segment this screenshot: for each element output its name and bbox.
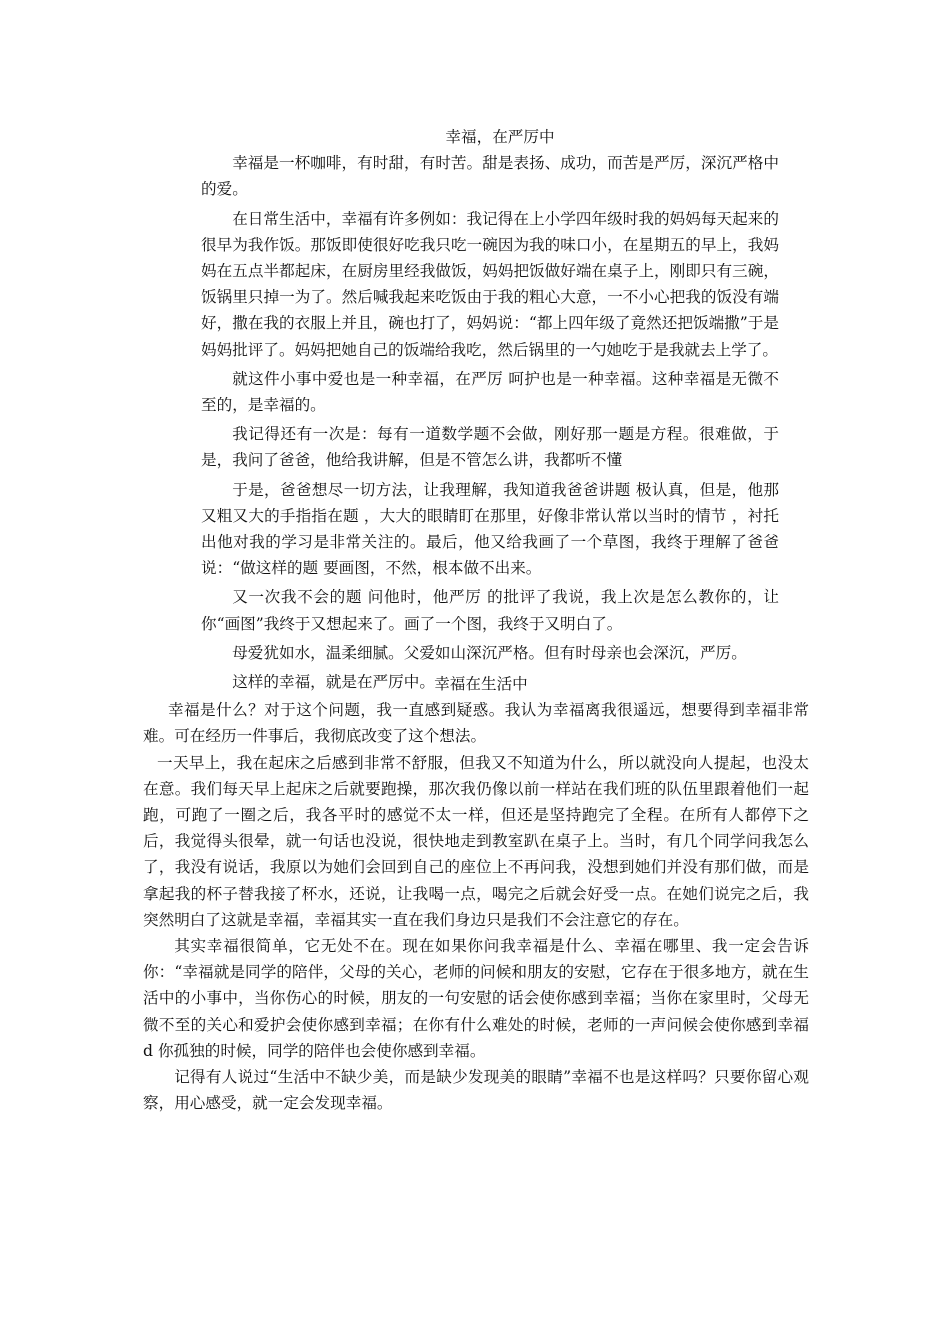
essay-2-paragraph-3: 其实幸福很简单，它无处不在。现在如果你问我幸福是什么、幸福在哪里、我一定会告诉你：“幸福就是同学的陪伴，父母的关心，老师的问候和朋友的安慰，它存在于很多地方，就在生活中的小事中，当你伤心的时候，朋友的一句安慰的话会使你感到幸福；当你在家里时，父母无微不至的关心和爱护会使你感到幸福；在你有什么难处的时候，老师的一声问候会使你感到幸福 d 你孤独的时候，同学的陪伴也会使你感到幸福。 [143, 937, 809, 1060]
essay-1-paragraph-7: 母爱犹如水，温柔细腻。父爱如山深沉严格。但有时母亲也会深沉，严厉。 [232, 643, 747, 662]
essay-1-title: 幸福，在严厉中 [445, 128, 555, 146]
essay-1-paragraph-4: 我记得还有一次是：每有一道数学题不会做，刚好那一题是方程。很难做，于是，我问了爸爸，他给我讲解，但是不管怎么讲，我都听不懂 [201, 425, 779, 470]
essay-1-paragraph-5: 于是，爸爸想尽一切方法，让我理解，我知道我爸爸讲题 极认真，但是，他那又粗又大的手指指在题 ，大大的眼睛盯在那里，好像非常认常以当时的情节 ，衬托出他对我的学习是非常关注的。最后，他又给我画了一个草图，我终于理解了爸爸说：“做这样的题 要画图，不然，根本做不出来。 [201, 480, 779, 578]
essay-1-paragraph-3: 就这件小事中爱也是一种幸福，在严厉 呵护也是一种幸福。这种幸福是无微不至的，是幸福的。 [201, 369, 779, 415]
essay-2 [143, 671, 809, 1116]
essay-2-paragraph-2: 一天早上，我在起床之后感到非常不舒服，但我又不知道为什么，所以就没向人提起，也没太在意。我们每天早上起床之后就要跑操，那次我仍像以前一样站在我们班的队伍里跟着他们一起跑，可跑了一圈之后，我各平时的感觉不太一样，但还是坚持跑完了全程。在所有人都停下之后，我觉得头很晕，就一句话也没说，很快地走到教室趴在桌子上。当时，有几个同学问我怎么了，我没有说话，我原以为她们会回到自己的座位上不再问我，没想到她们并没有那们做，而是拿起我的杯子替我接了杯水，还说，让我喝一点，喝完之后就会好受一点。在她们说完之后，我突然明白了这就是幸福，幸福其实一直在我们身边只是我们不会注意它的存在。 [143, 753, 809, 929]
essay-2-paragraph-4: 记得有人说过“生活中不缺少美，而是缺少发现美的眼睛”幸福不也是这样吗？只要你留心观察，用心感受，就一定会发现幸福。 [143, 1068, 809, 1113]
essay-1 [201, 124, 779, 698]
essay-1-paragraph-2: 在日常生活中，幸福有许多例如：我记得在上小学四年级时我的妈妈每天起来的很早为我作饭。那饭即使很好吃我只吃一碗因为我的味口小，在星期五的早上，我妈妈在五点半都起床，在厨房里经我做饭，妈妈把饭做好端在桌子上，刚即只有三碗，饭锅里只掉一为了。然后喊我起来吃饭由于我的粗心大意，一不小心把我的饭没有端好，撒在我的衣服上并且，碗也打了，妈妈说：“都上四年级了竟然还把饭端撒”于是妈妈批评了。妈妈把她自己的饭端给我吃，然后锅里的一勺她吃于是我就去上学了。 [201, 209, 779, 359]
essay-1-paragraph-6: 又一次我不会的题 问他时，他严厉 的批评了我说，我上次是怎么教你的，让你“画图”我终于又想起来了。画了一个图，我终于又明白了。 [201, 588, 779, 633]
essay-1-paragraph-1: 幸福是一杯咖啡，有时甜，有时苦。甜是表扬、成功，而苦是严厉，深沉严格中的爱。 [201, 154, 779, 199]
essay-2-title: 幸福在生活中 [434, 675, 528, 693]
essay-1-paragraph-8: 这样的幸福，就是在严厉中。 [232, 673, 435, 692]
essay-2-paragraph-1: 幸福是什么？对于这个问题，我一直感到疑惑。我认为幸福离我很遥远，想要得到幸福非常难。可在经历一件事后，我彻底改变了这个想法。 [143, 701, 809, 746]
